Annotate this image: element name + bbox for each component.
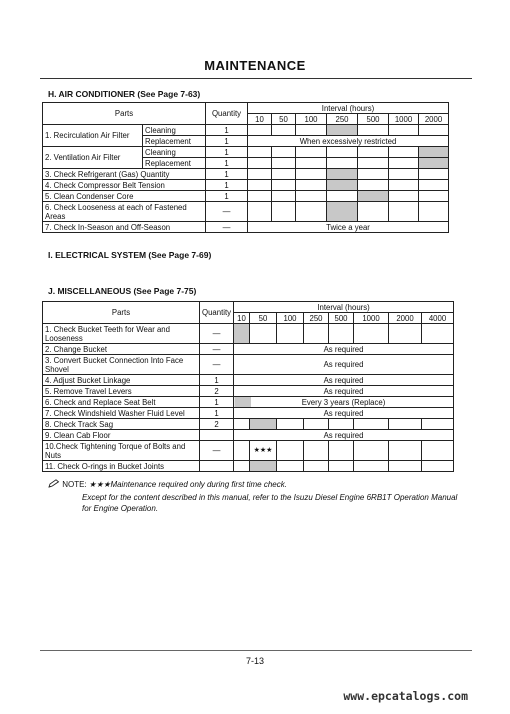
section-heading-electrical: I. ELECTRICAL SYSTEM (See Page 7-69) <box>48 250 212 260</box>
table-row <box>43 408 454 419</box>
qty-cell: — <box>200 324 234 344</box>
qty-cell: 2 <box>200 419 234 430</box>
title-rule <box>40 78 472 79</box>
header-hour: 500 <box>329 313 354 324</box>
header-hour: 250 <box>304 313 329 324</box>
header-hour: 100 <box>296 114 327 125</box>
table-row <box>43 169 449 180</box>
qty-cell: — <box>200 344 234 355</box>
part-cell: 7. Check Windshield Washer Fluid Level <box>43 408 200 419</box>
table-row <box>43 125 449 136</box>
part-cell: 11. Check O-rings in Bucket Joints <box>43 461 200 472</box>
qty-cell: 1 <box>200 397 234 408</box>
qty-cell: 1 <box>206 191 248 202</box>
section-heading-miscellaneous: J. MISCELLANEOUS (See Page 7-75) <box>48 286 197 296</box>
part-cell: 10.Check Tightening Torque of Bolts and Nuts <box>43 441 200 461</box>
qty-cell <box>200 430 234 441</box>
part-cell: 1. Check Bucket Teeth for Wear and Looseness <box>43 324 200 344</box>
qty-cell: 1 <box>200 408 234 419</box>
note-text: ★★★Maintenance required only during first time check. <box>88 480 287 489</box>
air-conditioner-table <box>42 102 449 233</box>
shaded-cell <box>250 419 277 430</box>
table-row <box>43 397 454 408</box>
shaded-cell <box>327 180 358 191</box>
table-row <box>43 419 454 430</box>
part-cell: 9. Clean Cab Floor <box>43 430 200 441</box>
part-cell: 1. Recirculation Air Filter <box>43 125 143 147</box>
part-cell: 2. Ventilation Air Filter <box>43 147 143 169</box>
table-header-row <box>43 103 449 114</box>
shaded-cell <box>419 147 449 158</box>
shaded-cell <box>419 158 449 169</box>
part-cell: 3. Check Refrigerant (Gas) Quantity <box>43 169 206 180</box>
part-cell: 8. Check Track Sag <box>43 419 200 430</box>
span-text-cell: As required <box>234 355 454 375</box>
qty-cell: 1 <box>206 147 248 158</box>
header-hour: 250 <box>327 114 358 125</box>
shaded-cell <box>358 191 389 202</box>
part-cell: 6. Check and Replace Seat Belt <box>43 397 200 408</box>
sub-cell: Replacement <box>143 136 206 147</box>
part-cell: 5. Remove Travel Levers <box>43 386 200 397</box>
shaded-cell <box>250 461 277 472</box>
header-quantity: Quantity <box>200 302 234 324</box>
qty-cell <box>200 461 234 472</box>
header-hour: 50 <box>250 313 277 324</box>
shaded-cell <box>327 125 358 136</box>
star-mark-cell: ★★★ <box>250 441 277 461</box>
qty-cell: 1 <box>206 180 248 191</box>
table-row <box>43 344 454 355</box>
table-row <box>43 355 454 375</box>
header-interval: Interval (hours) <box>248 103 449 114</box>
header-parts: Parts <box>43 103 206 125</box>
header-hour: 500 <box>358 114 389 125</box>
header-hour: 4000 <box>422 313 454 324</box>
part-cell: 3. Convert Bucket Connection Into Face Shovel <box>43 355 200 375</box>
span-text-cell: As required <box>234 375 454 386</box>
miscellaneous-table <box>42 301 454 472</box>
shaded-cell <box>327 169 358 180</box>
table-row <box>43 180 449 191</box>
qty-cell: 1 <box>206 125 248 136</box>
table-row <box>43 202 449 222</box>
table-row <box>43 147 449 158</box>
header-hour: 1000 <box>354 313 389 324</box>
part-cell: 4. Check Compressor Belt Tension <box>43 180 206 191</box>
span-text-cell: As required <box>234 386 454 397</box>
part-cell: 6. Check Looseness at each of Fastened Areas <box>43 202 206 222</box>
span-text-cell: As required <box>234 430 454 441</box>
part-cell: 2. Change Bucket <box>43 344 200 355</box>
span-text-cell: As required <box>234 344 454 355</box>
note-label: NOTE: <box>62 480 87 489</box>
qty-cell: — <box>206 222 248 233</box>
table-row <box>43 191 449 202</box>
note <box>48 479 287 489</box>
page-number: 7-13 <box>245 656 264 666</box>
part-cell: 7. Check In-Season and Off-Season <box>43 222 206 233</box>
header-quantity: Quantity <box>206 103 248 125</box>
page-title: MAINTENANCE <box>204 58 306 73</box>
part-cell: 5. Clean Condenser Core <box>43 191 206 202</box>
span-text-cell: Every 3 years (Replace) <box>234 397 454 408</box>
table-header-row <box>43 302 454 313</box>
header-hour: 1000 <box>389 114 419 125</box>
table-row <box>43 461 454 472</box>
header-hour: 100 <box>277 313 304 324</box>
span-text-cell: As required <box>234 408 454 419</box>
table-row <box>43 430 454 441</box>
shaded-cell <box>327 202 358 222</box>
header-hour: 10 <box>234 313 250 324</box>
header-hour: 50 <box>272 114 296 125</box>
span-text-cell: Twice a year <box>248 222 449 233</box>
qty-cell: — <box>206 202 248 222</box>
header-hour: 2000 <box>389 313 422 324</box>
table-row <box>43 324 454 344</box>
table-row <box>43 375 454 386</box>
qty-cell: — <box>200 441 234 461</box>
header-hour: 2000 <box>419 114 449 125</box>
qty-cell: 1 <box>206 169 248 180</box>
header-interval: Interval (hours) <box>234 302 454 313</box>
qty-cell: 1 <box>206 158 248 169</box>
qty-cell: 2 <box>200 386 234 397</box>
sub-cell: Cleaning <box>143 147 206 158</box>
table-row <box>43 222 449 233</box>
watermark: www.epcatalogs.com <box>343 689 468 703</box>
table-row <box>43 386 454 397</box>
sub-cell: Replacement <box>143 158 206 169</box>
header-hour: 10 <box>248 114 272 125</box>
part-cell: 4. Adjust Bucket Linkage <box>43 375 200 386</box>
shaded-cell <box>234 324 250 344</box>
header-parts: Parts <box>43 302 200 324</box>
qty-cell: 1 <box>200 375 234 386</box>
span-text-cell: When excessively restricted <box>248 136 449 147</box>
footer-rule <box>40 650 472 651</box>
pencil-note-icon <box>48 479 60 488</box>
qty-cell: 1 <box>206 136 248 147</box>
section-heading-air-conditioner: H. AIR CONDITIONER (See Page 7-63) <box>48 89 201 99</box>
table-row <box>43 441 454 461</box>
note-body: Except for the content described in this manual, refer to the Isuzu Diesel Engine 6RB1T Operation Manual for Engine Operation. <box>82 493 458 513</box>
qty-cell: — <box>200 355 234 375</box>
sub-cell: Cleaning <box>143 125 206 136</box>
